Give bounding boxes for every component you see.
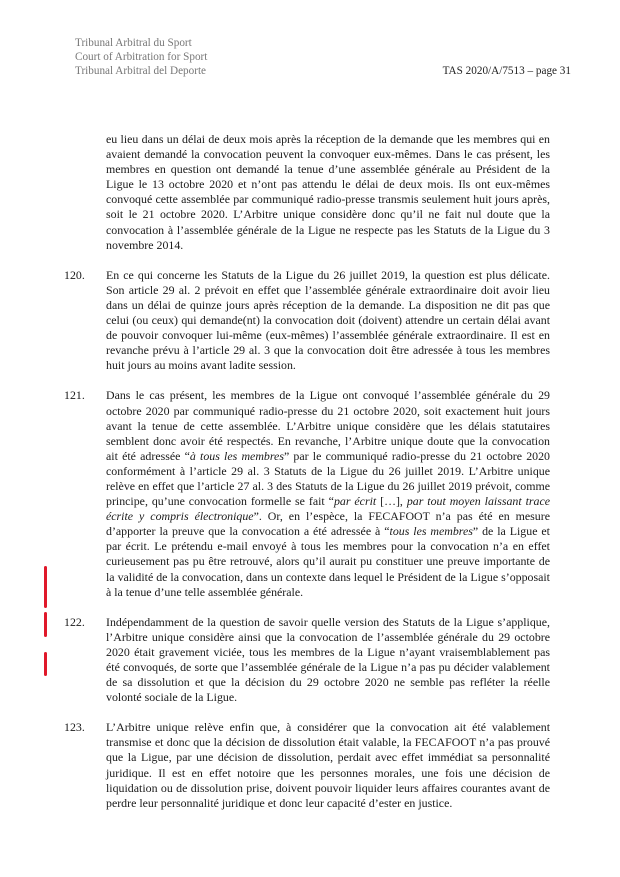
paragraph-text [106, 388, 550, 599]
quoted-italic: par tout moyen laissant trace écrite y compris électronique [106, 494, 551, 524]
text-segment: ” de la Ligue et par écrit. Le prétendu e-mail envoyé à tous les membres pour la convocation n’a en effet curieusement pas pu être retrouvé, alors qu’il aurait pu constituer une preuve importante de la validité de la convocation, dans un contexte dans lequel le Président de la Ligue s’opposait à la tenue d’une telle assemblée générale. [106, 524, 550, 599]
text-segment: […], [376, 494, 407, 509]
text-segment: Dans le cas présent, les membres de la Ligue ont convoqué l’assemblée générale du 29 octobre 2020 par communiqué radio-presse du 21 octobre 2020, soit exactement huit jours avant la tenue de cette assemblée. L’Arbitre unique considère que les délais statutaires semblent donc avoir été respectés. En revanche, l’Arbitre unique doute que la convocation ait été adressée “ [106, 388, 550, 463]
paragraph-number: 120. [64, 267, 85, 282]
quoted-italic: à tous les membres [189, 448, 284, 463]
paragraph-text: Indépendamment de la question de savoir quelle version des Statuts de la Ligue s’applique, l’Arbitre unique considère ainsi que la convocation de l’assemblée générale du 29 octobre 2020 était gravement viciée, tous les membres de la Ligue n’ayant vraisemblablement pas été convoqués, de sorte que l’assemblée générale de la Ligue n’a pas pu décider valablement de sa dissolution et que la décision du 29 octobre 2020 ne semble pas refléter la réelle volonté sociale de la Ligue. [106, 614, 550, 705]
paragraph-122 [64, 615, 550, 706]
quoted-italic: par écrit [333, 494, 377, 509]
text-segment: ”. Or, en l’espèce, la FECAFOOT n’a pas été en mesure d’apporter la preuve que la convocation a été adressée à “ [106, 509, 550, 539]
paragraph-number: 121. [64, 388, 85, 403]
paragraph-number: 122. [64, 614, 85, 629]
paragraph-120 [64, 268, 550, 374]
red-margin-mark [44, 652, 47, 676]
quoted-italic: tous les membres [389, 524, 473, 539]
document-body [64, 132, 550, 811]
tribunal-name-es: Tribunal Arbitral del Deporte [75, 65, 207, 78]
paragraph-text: En ce qui concerne les Statuts de la Ligue du 26 juillet 2019, la question est plus délicate. Son article 29 al. 2 prévoit en effet que l’assemblée générale extraordinaire doit avoir lieu dans un délai de quinze jours après réception de la demande. La disposition ne dit pas que celui (ou ceux) qui demande(nt) la convocation doit (doivent) attendre un certain délai avant de pouvoir convoquer lui-même (eux-mêmes) l’assemblée générale extraordinaire. Il est en revanche prévu à l’article 29 al. 3 que la convocation doit être adressée à tous les membres huit jours au moins avant ladite session. [106, 267, 550, 373]
case-reference: TAS 2020/A/7513 – page 31 [442, 65, 571, 77]
red-margin-mark [44, 566, 47, 608]
tribunal-name-fr: Tribunal Arbitral du Sport [75, 37, 192, 49]
tribunal-name-en: Court of Arbitration for Sport [75, 51, 208, 64]
paragraph-121 [64, 388, 550, 599]
paragraph-123 [64, 720, 550, 811]
red-margin-mark [44, 612, 47, 637]
paragraph-number: 123. [64, 720, 85, 735]
paragraph-text: L’Arbitre unique relève enfin que, à considérer que la convocation ait été valablement transmise et donc que la décision de dissolution était valable, la FECAFOOT n’a pas prouvé que la Ligue, par une décision de dissolution, perdait avec effet immédiat sa personnalité juridique. Il est en effet notoire que les personnes morales, une fois une décision de liquidation ou de dissolution prise, doivent pouvoir liquider leurs affaires courantes avant de perdre leur personnalité juridique et donc leur capacité d’ester en justice. [106, 720, 550, 810]
tribunal-name-block [75, 36, 207, 79]
paragraph-continuation: eu lieu dans un délai de deux mois après la réception de la demande que les membres qui en avaient demandé la convocation peuvent la convoquer eux-mêmes. Dans le cas présent, les membres en question ont demandé la tenue d’une assemblée générale au Président de la Ligue le 13 octobre 2020 et n’ont pas attendu le délai de deux mois. Ils ont eux-mêmes convoqué cette assemblée par communiqué radio-presse transmis seulement huit jours après, soit le 21 octobre 2020. L’Arbitre unique considère donc qu’il ne fait nul doute que la convocation à l’assemblée générale de la Ligue ne respecte pas les Statuts de la Ligue du 3 novembre 2014. [106, 132, 550, 252]
text-segment: ” par le communiqué radio-presse du 21 octobre 2020 conformément à l’article 29 al. 3 Statuts de la Ligue du 26 juillet 2019. L’Arbitre unique relève en effet que l’article 27 al. 3 des Statuts de la Ligue du 26 juillet 2019 prévoit, comme principe, qu’une convocation formelle se fait “ [106, 448, 550, 509]
